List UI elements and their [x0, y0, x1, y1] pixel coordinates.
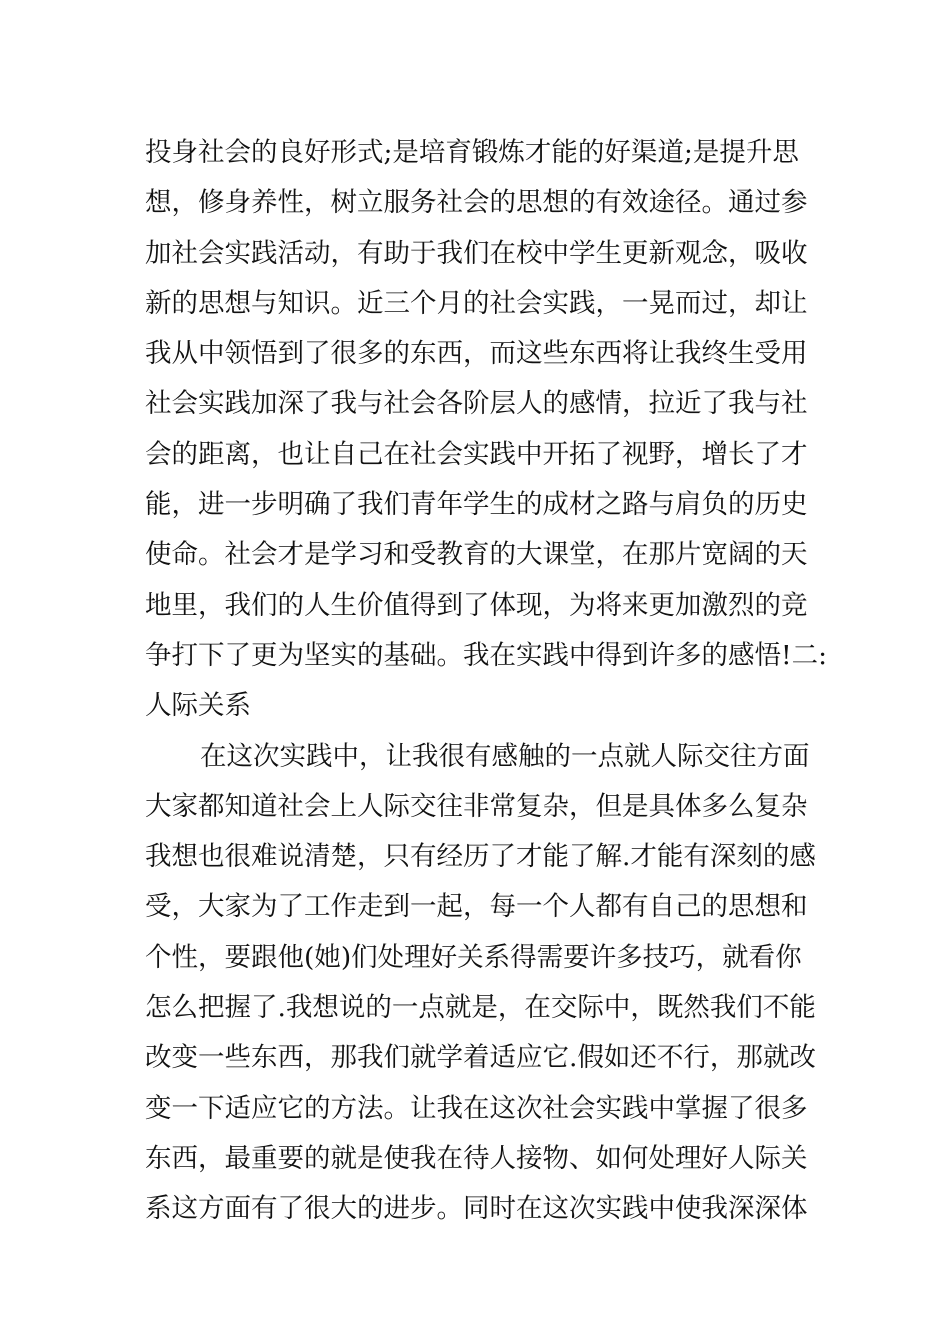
section-heading: 人际关系 [145, 690, 251, 722]
paragraph-2 [145, 732, 816, 1235]
text-line: 大家都知道社会上人际交往非常复杂，但是具体多么复杂 [145, 790, 808, 822]
text-line: 怎么把握了.我想说的一点就是，在交际中，既然我们不能 [145, 992, 816, 1024]
text-line: 争打下了更为坚实的基础。我在实践中得到许多的感悟!二: [145, 639, 828, 671]
text-line: 改变一些东西，那我们就学着适应它.假如还不行，那就改 [145, 1042, 816, 1074]
text-line: 我从中领悟到了很多的东西，而这些东西将让我终生受用 [145, 338, 808, 370]
text-line: 想，修身养性，树立服务社会的思想的有效途径。通过参 [145, 187, 808, 219]
text-line: 新的思想与知识。近三个月的社会实践，一晃而过，却让 [145, 287, 808, 319]
text-line: 能，进一步明确了我们青年学生的成材之路与肩负的历史 [145, 489, 808, 521]
text-line: 在这次实践中，让我很有感触的一点就人际交往方面 [200, 740, 810, 772]
text-line: 会的距离，也让自己在社会实践中开拓了视野，增长了才 [145, 438, 808, 470]
text-line: 东西，最重要的就是使我在待人接物、如何处理好人际关 [145, 1142, 808, 1174]
text-line: 受，大家为了工作走到一起，每一个人都有自己的思想和 [145, 891, 808, 923]
text-line: 社会实践加深了我与社会各阶层人的感情，拉近了我与社 [145, 388, 808, 420]
text-line: 投身社会的良好形式;是培育锻炼才能的好渠道;是提升思 [145, 137, 799, 168]
text-line: 使命。社会才是学习和受教育的大课堂，在那片宽阔的天 [145, 539, 808, 571]
text-line: 加社会实践活动，有助于我们在校中学生更新观念，吸收 [145, 237, 808, 269]
text-line: 我想也很难说清楚，只有经历了才能了解.才能有深刻的感 [145, 841, 816, 873]
text-line: 系这方面有了很大的进步。同时在这次实践中使我深深体 [145, 1193, 808, 1225]
document-body [145, 128, 828, 1235]
text-line: 变一下适应它的方法。让我在这次社会实践中掌握了很多 [145, 1092, 808, 1124]
paragraph-1 [145, 128, 828, 732]
text-line: 地里，我们的人生价值得到了体现，为将来更加激烈的竞 [145, 589, 808, 621]
text-line: 个性，要跟他(她)们处理好关系得需要许多技巧，就看你 [145, 941, 802, 973]
